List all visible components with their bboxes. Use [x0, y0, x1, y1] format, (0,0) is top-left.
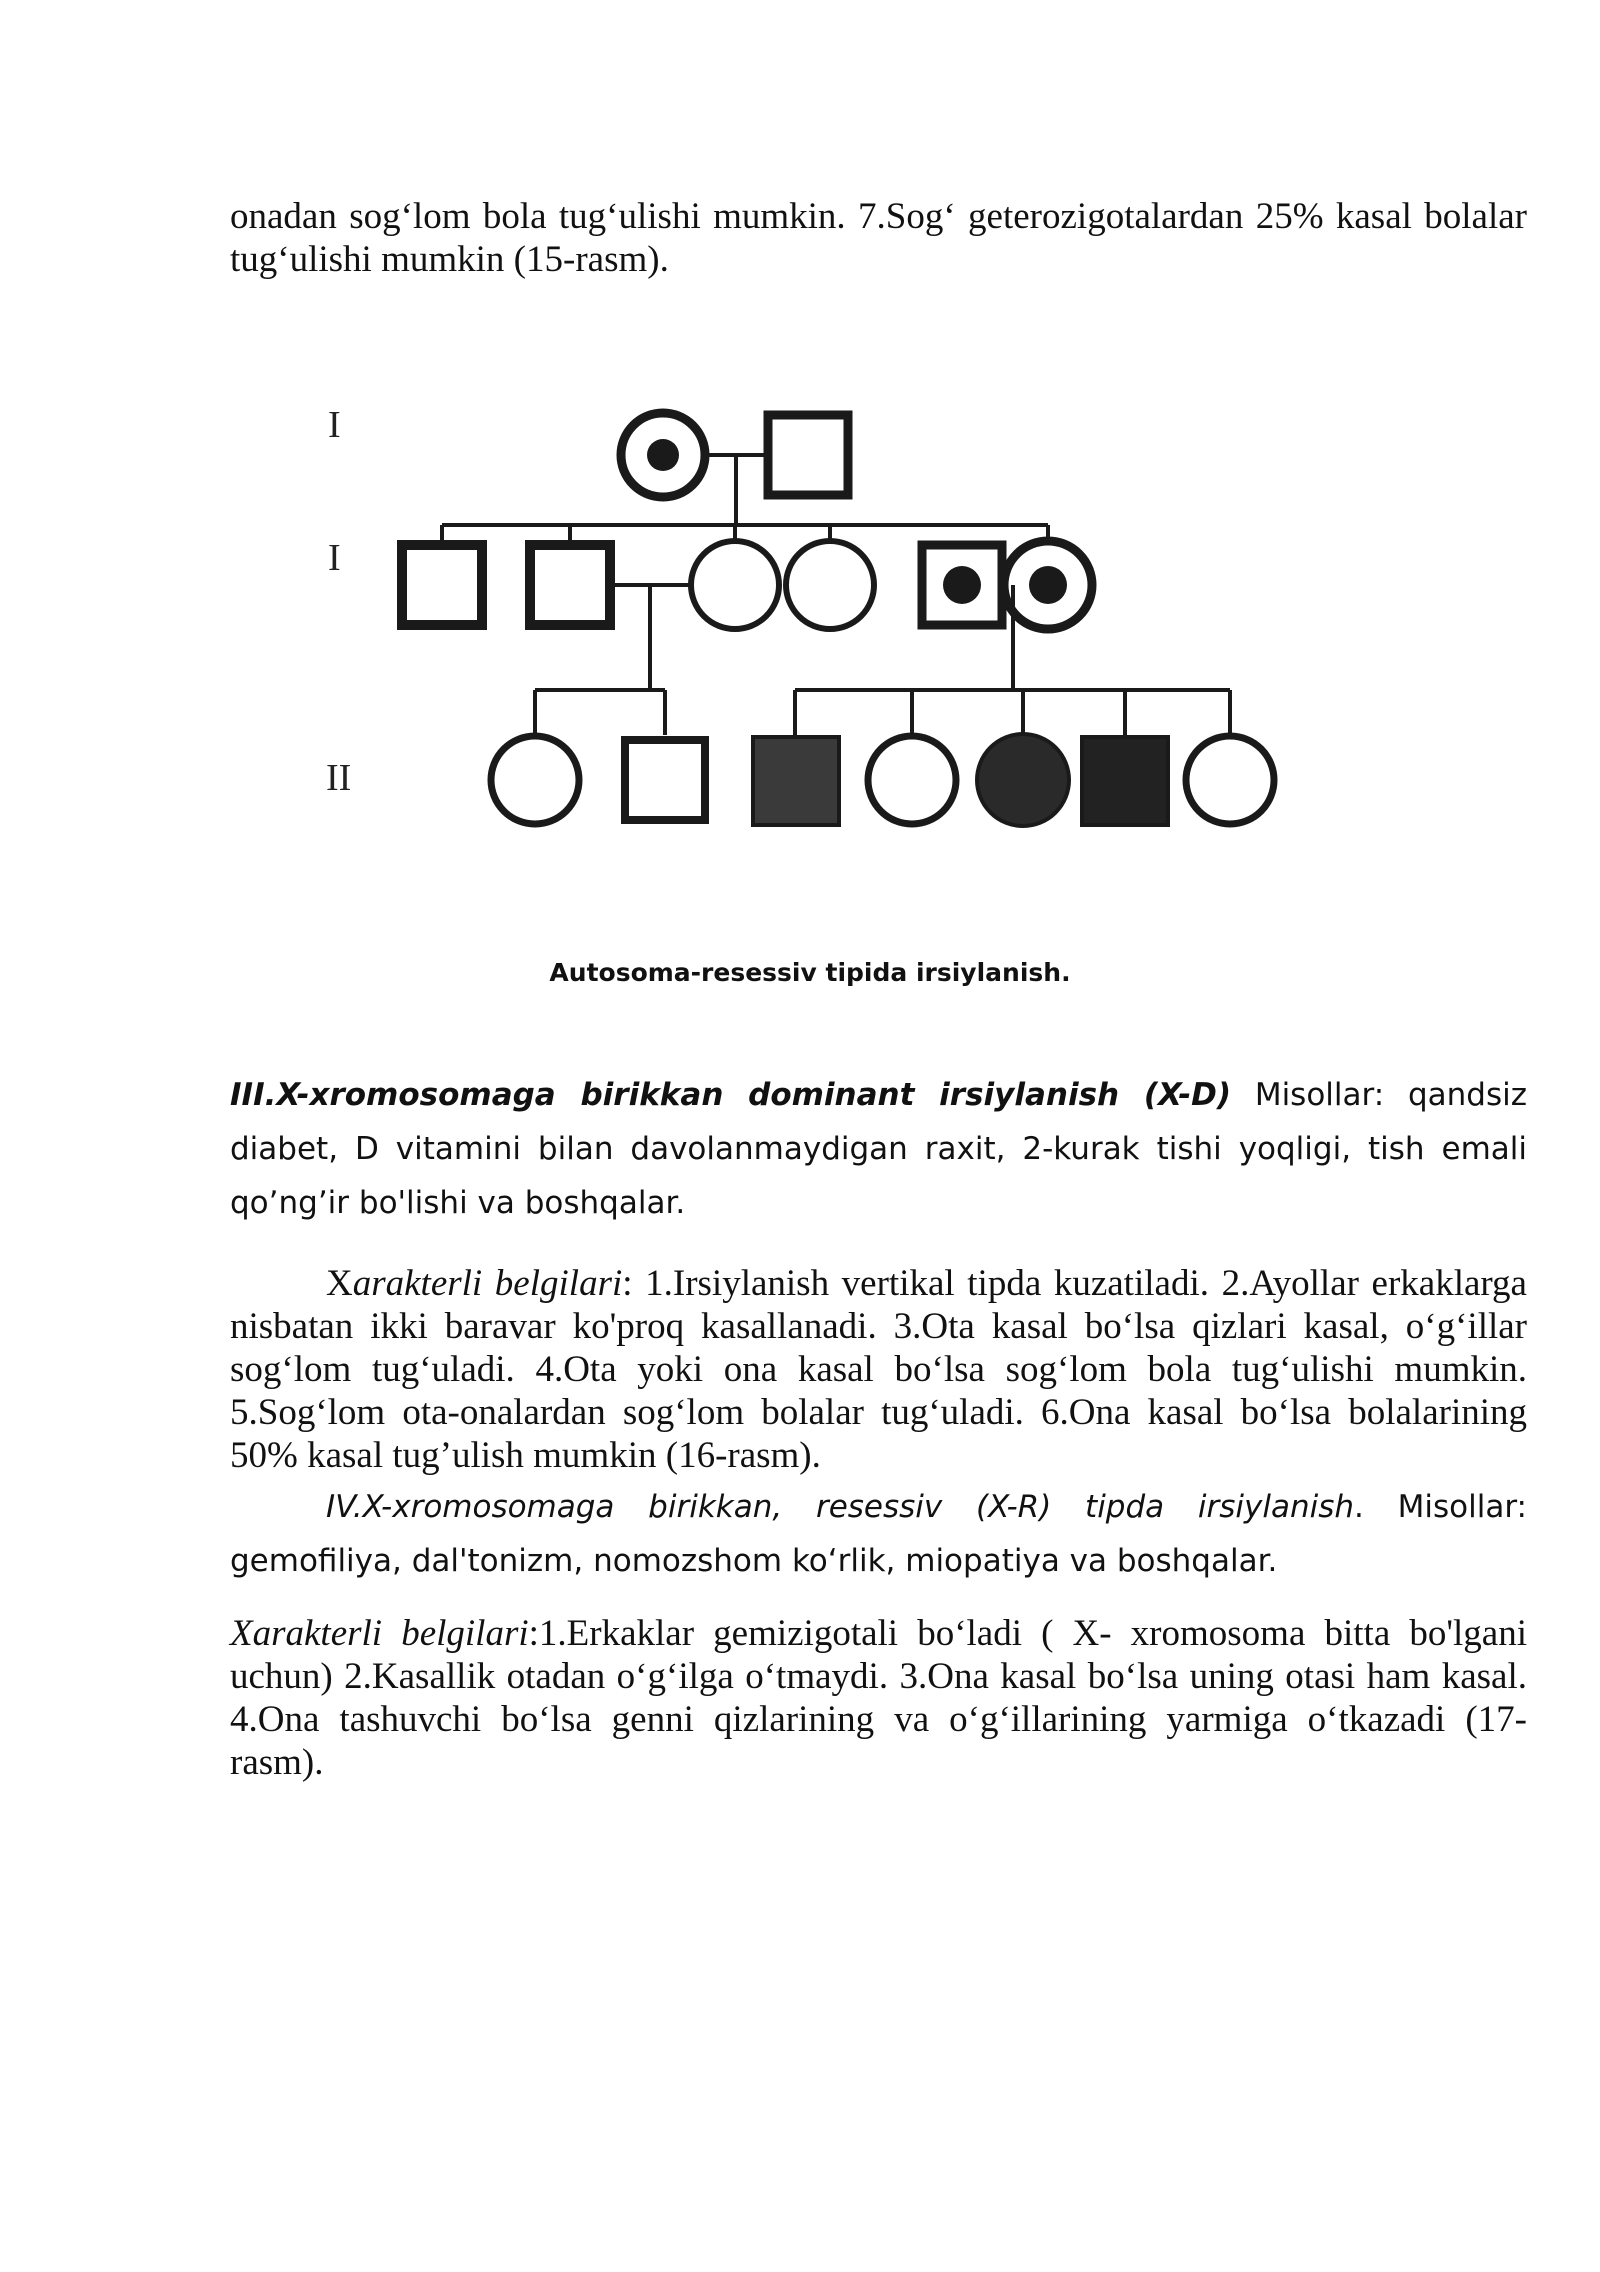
traits-lead-italic: Xarakterli belgilari — [230, 1613, 529, 1654]
traits-text: :1.Erkaklar gemizigotali bo‘ladi ( X- xromosoma bitta bo'lgani uchun) 2.Kasallik otadan o‘g‘ilga o‘tmaydi. 3.Ona kasal bo‘lsa uning otasi ham kasal. 4.Ona tashuvchi bo‘lsa genni qizlarining va o‘g‘illarining yarmiga o‘tkazadi (17- rasm). — [230, 1613, 1528, 1783]
healthy-male-symbol — [530, 545, 610, 625]
healthy-female-symbol — [491, 736, 579, 824]
healthy-male-symbol — [402, 545, 482, 625]
healthy-female-symbol — [691, 541, 779, 629]
section-text: . Misollar: gemofiliya, dal'tonizm, nomozshom ko‘rlik, miopatiya va boshqalar. — [230, 1489, 1527, 1579]
affected-male-symbol — [753, 737, 839, 825]
section-x-recessive — [230, 1480, 1527, 1588]
healthy-male-symbol — [768, 415, 848, 495]
pedigree-chart — [320, 385, 1300, 885]
traits-text: : 1.Irsiylanish vertikal tipda kuzatiladi. 2.Ayollar erkaklarga nisbatan ikki baravar ko'proq kasallanadi. 3.Ota kasal bo‘lsa qizlari kasal, o‘g‘illar sog‘lom tug‘uladi. 4.Ota yoki ona kasal bo‘lsa sog‘lom bola tug‘ulishi mumkin. 5.Sog‘lom ota-onalardan sog‘lom bolalar tug‘uladi. 6.Ona kasal bo‘lsa bolalarining 50% kasal tug’ulish mumkin (16-rasm). — [230, 1263, 1527, 1476]
healthy-female-symbol — [1186, 736, 1274, 824]
paragraph-intro: onadan sog‘lom bola tug‘ulishi mumkin. 7.Sog‘ geterozigotalardan 25% kasal bolalar tug‘ulishi mumkin (15-rasm). — [230, 196, 1527, 280]
affected-female-symbol — [977, 734, 1069, 826]
traits-lead: X — [326, 1263, 353, 1304]
traits-lead-italic: arakterli belgilari — [352, 1263, 623, 1304]
pedigree-figure — [320, 385, 1300, 885]
section-heading: III.X-xromosomaga birikkan dominant irsiylanish (X-D) — [230, 1077, 1232, 1113]
affected-male-symbol — [1082, 737, 1168, 825]
generation-label: I — [328, 404, 341, 446]
traits-x-recessive — [230, 1612, 1527, 1784]
figure-caption: Autosoma-resessiv tipida irsiylanish. — [549, 958, 1071, 987]
section-x-dominant — [230, 1068, 1527, 1230]
section-heading: IV.X-xromosomaga birikkan, resessiv (X-R) tipda irsiylanish — [326, 1489, 1355, 1525]
generation-label: II — [326, 757, 352, 799]
traits-x-dominant — [230, 1262, 1527, 1477]
healthy-female-symbol — [868, 736, 956, 824]
generation-label: I — [328, 537, 341, 579]
healthy-female-symbol — [786, 541, 874, 629]
healthy-male-symbol — [625, 740, 705, 820]
section-text: Misollar: qandsiz diabet, D vitamini bilan davolanmaydigan raxit, 2-kurak tishi yoqligi, tish emali qo’ng’ir bo'lishi va boshqalar. — [230, 1077, 1527, 1221]
